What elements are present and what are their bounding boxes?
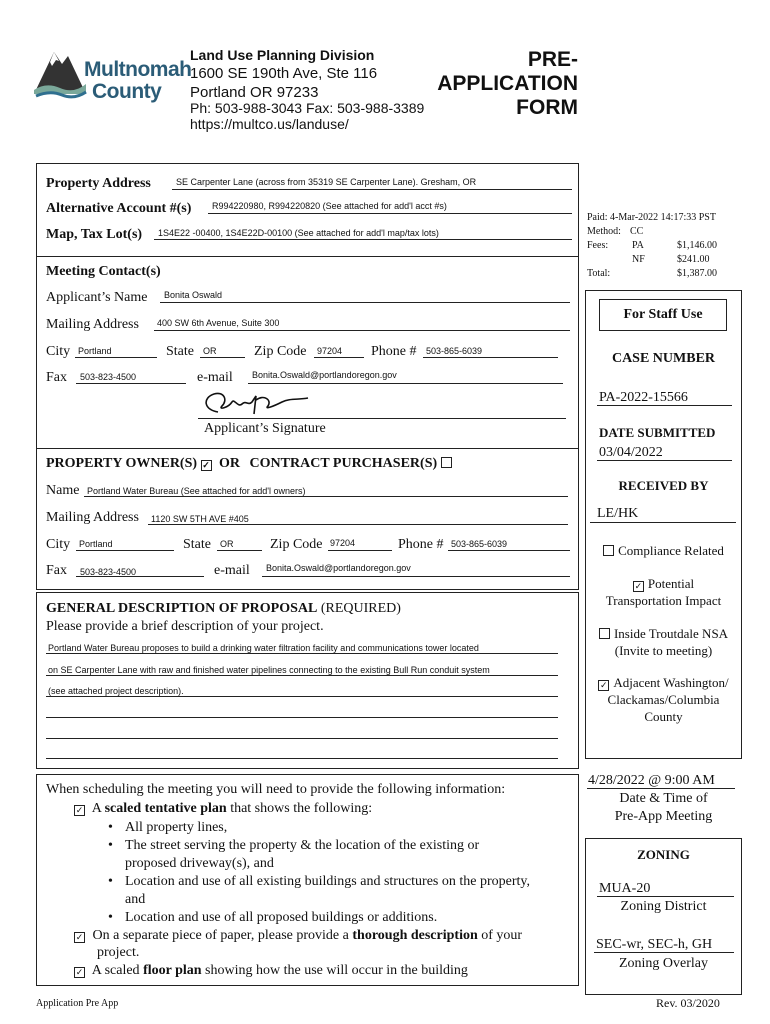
instruction-item-2-line2: project.	[97, 945, 140, 960]
zip-label: Zip Code	[254, 344, 307, 359]
bullet-1: • All property lines,	[125, 819, 227, 836]
division-name: Land Use Planning Division	[190, 47, 375, 63]
description-line-3[interactable]: (see attached project description).	[48, 686, 184, 696]
description-line-2[interactable]: on SE Carpenter Lane with raw and finished water pipelines connecting to the existing Bull Run conduit system	[48, 665, 490, 675]
owner-email-field[interactable]: Bonita.Oswald@portlandoregon.gov	[266, 563, 411, 573]
bullet-2a: • The street serving the property & the location of the existing or	[125, 837, 479, 854]
instructions-intro: When scheduling the meeting you will need to provide the following information:	[46, 782, 506, 797]
fax-label: Fax	[46, 370, 67, 385]
applicant-name-label: Applicant’s Name	[46, 290, 148, 305]
owner-state-field[interactable]: OR	[220, 539, 234, 549]
owner-email-label: e-mail	[214, 563, 250, 578]
transport-option[interactable]: ✓ Potential Transportation Impact	[605, 576, 722, 608]
division-address1: 1600 SE 190th Ave, Ste 116	[190, 65, 378, 82]
received-by-label: RECEIVED BY	[618, 478, 709, 493]
owner-zip-field[interactable]: 97204	[330, 538, 356, 548]
owner-zip-label: Zip Code	[270, 537, 323, 552]
received-by-value[interactable]: LE/HK	[597, 506, 639, 521]
zoning-district-label: Zoning District	[620, 899, 707, 914]
description-required: (REQUIRED)	[320, 601, 401, 616]
fax-field[interactable]: 503-823-4500	[80, 372, 137, 382]
owner-city-field[interactable]: Portland	[79, 539, 113, 549]
mailing-address-label: Mailing Address	[46, 317, 139, 332]
meeting-contact-heading: Meeting Contact(s)	[46, 264, 161, 279]
description-heading	[46, 601, 401, 617]
mailing-address-field[interactable]: 400 SW 6th Avenue, Suite 300	[157, 318, 280, 328]
date-submitted-label: DATE SUBMITTED	[599, 425, 716, 440]
state-field[interactable]: OR	[203, 346, 217, 356]
bullet-4: • Location and use of all proposed buildings or additions.	[125, 909, 437, 926]
payment-method: CC	[630, 226, 644, 237]
description-heading-text: GENERAL DESCRIPTION OF PROPOSAL	[46, 601, 318, 616]
logo-text-1: Multnomah	[84, 58, 192, 81]
property-address-field[interactable]: SE Carpenter Lane (across from 35319 SE Carpenter Lane). Gresham, OR	[176, 177, 477, 187]
owner-fax-label: Fax	[46, 563, 67, 578]
zoning-overlay-label: Zoning Overlay	[618, 956, 709, 971]
city-field[interactable]: Portland	[78, 346, 112, 356]
bullet-3b: and	[125, 892, 146, 907]
form-title-line3: FORM	[516, 96, 578, 119]
adjacent-option[interactable]: ✓ Adjacent Washington/ Clackamas/Columbia County	[600, 675, 729, 724]
paid-line: Paid: 4-Mar-2022 14:17:33 PST	[587, 212, 716, 223]
applicant-name-field[interactable]: Bonita Oswald	[164, 290, 223, 300]
compliance-checkbox[interactable]	[603, 545, 614, 556]
owner-phone-label: Phone #	[398, 537, 444, 552]
zoning-heading: ZONING	[637, 847, 690, 862]
case-number-label: CASE NUMBER	[611, 351, 716, 366]
meeting-date-label: Date & Time of Pre-App Meeting	[614, 791, 713, 824]
item2-checkbox-icon: ✓	[75, 932, 84, 942]
payment-info: Paid: 4-Mar-2022 14:17:33 PST Method: CC Fees: PA $1,146.00 NF $241.00 Total: $1,387.00	[587, 211, 737, 281]
owner-heading-2: CONTRACT PURCHASER(S)	[249, 456, 438, 471]
instruction-item-3: ✓ A scaled floor plan showing how the use will occur in the building	[75, 963, 468, 978]
division-phone: Ph: 503-988-3043 Fax: 503-988-3389	[190, 100, 425, 116]
transport-checkbox[interactable]: ✓	[634, 581, 643, 591]
fee-pa: $1,146.00	[677, 240, 717, 251]
phone-field[interactable]: 503-865-6039	[426, 346, 483, 356]
owner-checkbox[interactable]: ✓	[202, 460, 210, 470]
item1-checkbox-icon: ✓	[75, 805, 84, 815]
owner-city-label: City	[46, 537, 71, 552]
division-address2: Portland OR 97233	[190, 84, 319, 101]
troutdale-checkbox[interactable]	[599, 628, 610, 639]
owner-phone-field[interactable]: 503-865-6039	[451, 539, 508, 549]
email-label: e-mail	[197, 370, 233, 385]
email-field[interactable]: Bonita.Oswald@portlandoregon.gov	[252, 370, 397, 380]
date-submitted-value[interactable]: 03/04/2022	[599, 445, 663, 460]
meeting-date-value[interactable]: 4/28/2022 @ 9:00 AM	[588, 773, 715, 788]
owner-fax-field[interactable]: 503-823-4500	[80, 567, 137, 577]
description-line-1[interactable]: Portland Water Bureau proposes to build a drinking water filtration facility and communications tower located	[48, 643, 479, 653]
staff-use-heading: For Staff Use	[623, 307, 703, 322]
zip-field[interactable]: 97204	[317, 346, 343, 356]
owner-heading	[46, 456, 456, 472]
fee-total: $1,387.00	[677, 268, 717, 279]
owner-mailing-label: Mailing Address	[46, 510, 139, 525]
logo-text-2: County	[92, 80, 162, 103]
footer-left: Application Pre App	[36, 998, 119, 1009]
form-title	[437, 48, 578, 120]
zoning-overlay-value[interactable]: SEC-wr, SEC-h, GH	[596, 937, 713, 952]
signature-label: Applicant’s Signature	[204, 421, 326, 436]
alt-account-label: Alternative Account #(s)	[46, 201, 192, 216]
fee-nf: $241.00	[677, 254, 710, 265]
purchaser-checkbox[interactable]	[441, 457, 452, 468]
zoning-district-value[interactable]: MUA-20	[599, 881, 651, 896]
city-label: City	[46, 344, 71, 359]
alt-account-field[interactable]: R994220980, R994220820 (See attached for add'l acct #s)	[212, 201, 447, 211]
division-url[interactable]: https://multco.us/landuse/	[190, 116, 349, 132]
applicant-signature	[198, 386, 318, 420]
map-tax-label: Map, Tax Lot(s)	[46, 227, 143, 242]
owner-name-field[interactable]: Portland Water Bureau (See attached for add'l owners)	[87, 486, 306, 496]
owner-mailing-field[interactable]: 1120 SW 5TH AVE #405	[151, 514, 249, 524]
compliance-option[interactable]: Compliance Related	[585, 543, 742, 559]
owner-heading-1: PROPERTY OWNER(S)	[46, 456, 198, 471]
owner-name-label: Name	[46, 483, 80, 498]
footer-right: Rev. 03/2020	[656, 996, 720, 1010]
map-tax-field[interactable]: 1S4E22 -00400, 1S4E22D-00100 (See attached for add'l map/tax lots)	[158, 228, 439, 238]
bullet-3a: • Location and use of all existing buildings and structures on the property,	[125, 873, 530, 890]
mountain-logo-icon	[32, 44, 88, 100]
item3-checkbox-icon: ✓	[75, 967, 84, 977]
county-logo	[32, 44, 192, 104]
description-prompt: Please provide a brief description of your project.	[46, 619, 324, 634]
state-label: State	[166, 344, 194, 359]
form-title-line1: PRE-	[527, 48, 578, 71]
owner-heading-or: OR	[219, 456, 241, 471]
instruction-item-1: ✓ A scaled tentative plan that shows the following:	[75, 801, 373, 816]
case-number-value[interactable]: PA-2022-15566	[599, 390, 688, 405]
adjacent-checkbox[interactable]: ✓	[600, 680, 608, 690]
property-address-label: Property Address	[46, 176, 151, 191]
form-title-line2: APPLICATION	[437, 72, 578, 95]
owner-state-label: State	[183, 537, 211, 552]
bullet-2b: proposed driveway(s), and	[125, 856, 274, 871]
phone-label: Phone #	[371, 344, 417, 359]
troutdale-option[interactable]: Inside Troutdale NSA (Invite to meeting)	[585, 625, 742, 659]
instruction-item-2: ✓ On a separate piece of paper, please provide a thorough description of your	[75, 928, 523, 943]
